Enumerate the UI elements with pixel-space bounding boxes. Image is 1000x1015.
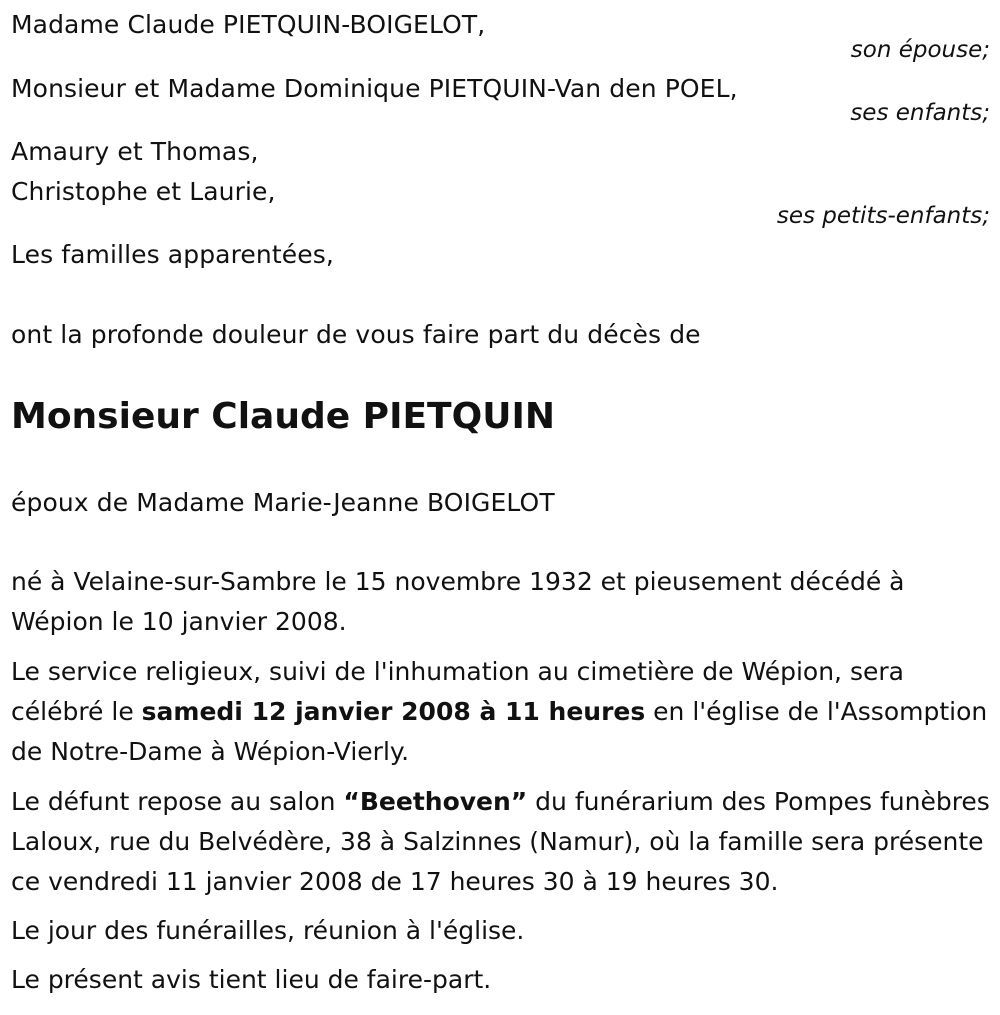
notice-line: Le présent avis tient lieu de faire-part. bbox=[11, 965, 492, 994]
deceased-name: Monsieur Claude PIETQUIN bbox=[11, 396, 555, 437]
spouse-of-line: époux de Madame Marie-Jeanne BOIGELOT bbox=[11, 488, 555, 517]
viewing-text-before: Le défunt repose au salon bbox=[11, 787, 344, 816]
children-role: ses enfants; bbox=[850, 100, 990, 126]
children-names: Monsieur et Madame Dominique PIETQUIN-Van den POEL, bbox=[11, 74, 738, 103]
service-paragraph bbox=[11, 652, 996, 772]
funeral-day-line: Le jour des funérailles, réunion à l'église. bbox=[11, 916, 525, 945]
grandchildren-line-1: Amaury et Thomas, bbox=[11, 137, 259, 166]
grandchildren-role: ses petits-enfants; bbox=[776, 203, 990, 229]
relatives-line: Les familles apparentées, bbox=[11, 240, 334, 269]
service-text-before: Le service religieux, suivi de l'inhumation au cimetière de Wépion, sera célébré le bbox=[11, 657, 904, 726]
grandchildren-line-2: Christophe et Laurie, bbox=[11, 177, 276, 206]
spouse-name: Madame Claude PIETQUIN-BOIGELOT, bbox=[11, 10, 486, 39]
spouse-role: son épouse; bbox=[850, 37, 990, 63]
service-text-after: en l'église de l'Assomption de Notre-Dame à Wépion-Vierly. bbox=[11, 697, 988, 766]
service-date-time: samedi 12 janvier 2008 à 11 heures bbox=[141, 697, 646, 726]
announcement-intro: ont la profonde douleur de vous faire part du décès de bbox=[11, 320, 701, 349]
salon-name: “Beethoven” bbox=[343, 787, 528, 816]
viewing-paragraph bbox=[11, 782, 996, 902]
birth-death-paragraph: né à Velaine-sur-Sambre le 15 novembre 1932 et pieusement décédé à Wépion le 10 janvier 2008. bbox=[11, 567, 905, 636]
viewing-text-after: du funérarium des Pompes funèbres Laloux, rue du Belvédère, 38 à Salzinnes (Namur), où la famille sera présente ce vendredi 11 janvier 2008 de 17 heures 30 à 19 heures 30. bbox=[11, 787, 990, 896]
